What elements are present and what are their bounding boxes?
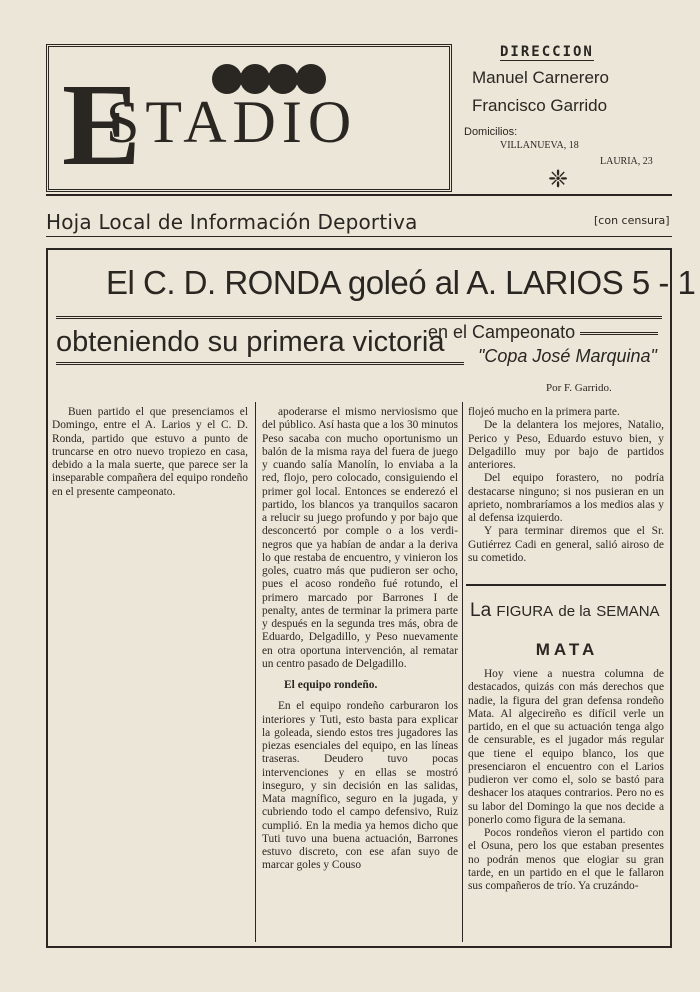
figura-title-part: La <box>470 600 492 621</box>
divider <box>466 584 666 586</box>
article-paragraph: De la delantera los mejores, Natalio, Perico y Peso, Eduardo estuvo bien, y Delgadillo muy por bajo de partidos anteriores. <box>468 419 664 471</box>
headline-competition: en el Campeonato <box>428 322 576 342</box>
article-paragraph: Buen partido el que presenciamos el Domingo, entre el A. Larios y el C. D. Ronda, partido que estuvo a punto de truncarse en otro nuevo tropiezo en casa, debido a la mala suerte, que parece ser la inseparable compañera del equipo rondeño en el presente campeonato. <box>52 406 248 498</box>
address: LAURIA, 23 <box>600 156 653 167</box>
article-paragraph: En el equipo rondeño carburaron los interiores y Tuti, esto basta para explicar la goleada, siendo estos tres jugadores las piezas esenciales del equipo, en las líneas traseras. Deudero tuvo pocas intervenciones y en ellas se mostró inseguro, y sin decisión en las salidas, Mata magnífico, seguro en la jugada, y cubriendo todo el campo defensivo, Ruiz cumplió. En la media ya hemos dicho que Tuti tuvo una buena actuación, Barrones estuvo discreto, con ese afan suyo de marcar goles y Couso <box>262 700 458 872</box>
masthead-initial: E <box>62 59 139 190</box>
domicilios-label: Domicilios: <box>464 126 518 138</box>
figura-player-name: MATA <box>535 640 599 659</box>
figura-title-part: de la <box>558 603 591 620</box>
divider <box>46 194 672 196</box>
direction-label: DIRECCION <box>500 44 594 60</box>
byline: Por F. Garrido. <box>546 382 612 394</box>
address: VILLANUEVA, 18 <box>500 140 579 151</box>
headline-cup-name: "Copa José Marquina" <box>478 346 657 366</box>
censorship-note: [con censura] <box>594 214 670 227</box>
figura-title-part: SEMANA <box>596 603 660 620</box>
headline-sub: obteniendo su primera victoria <box>56 326 445 358</box>
headline-main: El C. D. RONDA goleó al A. LARIOS 5 - 1 <box>106 264 696 301</box>
article-paragraph: Del equipo forastero, no podría destacarse ninguno; si nos pusieran en un aprieto, nombraríamos a los medios alas y al defensa izquierdo. <box>468 472 664 524</box>
figura-section-title <box>470 600 660 622</box>
figura-paragraph: Pocos rondeños vieron el partido con el Osuna, pero los que estaban presentes no podrán menos que elogiar su gran tarde, en un partido en el que le fallaron sus compañeros de trío. Ya cruzándo- <box>468 827 664 892</box>
column-divider <box>255 402 256 942</box>
column-divider <box>462 402 463 942</box>
divider <box>580 332 658 335</box>
figura-column <box>468 668 664 940</box>
divider <box>46 946 672 948</box>
section-subhead: El equipo rondeño. <box>284 679 378 691</box>
director-name: Francisco Garrido <box>472 96 608 115</box>
masthead-title: STADIO <box>106 89 358 155</box>
article-column-2 <box>262 406 458 940</box>
figura-paragraph: Hoy viene a nuestra columna de destacados, quizás con más derechos que nadie, la figura del gran defensa rondeño Mata. Al algecireño es difícil verle un partido, en el que su actuación tenga algo de censurable, es el jugador más regular que tiene el equipo blanco, los que presenciaron el encuentro con el Larios pudieron ver como el, solo se bastó para deshacer los ataques contrarios. Pero no es su labor del Domingo la que nos decide a ponerlo como figura de la semana. <box>468 668 664 826</box>
article-paragraph: apoderarse el mismo nerviosismo que del público. Así hasta que a los 30 minutos Peso sacaba con mucho oportunismo un balón de la misma raya del fuera de juego y cuando salía Manolín, lo enviaba a la red, flojo, pero colocado, consiguiendo el primer gol local. Entonces se enderezó el partido, los blancos ya tranquilos sacaron a relucir su juego profundo y por bajo que desconcertó por comple o a los verdi-negros que ya habían de andar a la deriva lo que restaba de encuentro, y vinieron los goles, cuatro más que pudieron ser ocho, pues el acoso rondeño fué rotundo, el primero marcado por Barrones I de penalty, antes de terminar la primera parte y después en la segunda tres más, obra de Eduardo, Delgadillo, y Peso nuevamente en otra oportuna intervención, al rematar un centro pasado de Delgadillo. <box>262 406 458 670</box>
divider <box>56 362 464 365</box>
divider <box>56 316 662 319</box>
director-name: Manuel Carnerero <box>472 68 610 87</box>
figura-title-part: FIGURA <box>496 603 554 620</box>
ornament-icon: ❈ <box>548 167 569 193</box>
article-paragraph: Y para terminar diremos que el Sr. Gutiérrez Cadi en general, salió airoso de su cometido. <box>468 525 664 564</box>
tagline: Hoja Local de Información Deportiva <box>46 210 418 234</box>
article-column-1 <box>52 406 248 940</box>
article-paragraph: flojeó mucho en la primera parte. <box>468 406 620 418</box>
divider <box>46 236 672 237</box>
article-column-3 <box>468 406 664 582</box>
